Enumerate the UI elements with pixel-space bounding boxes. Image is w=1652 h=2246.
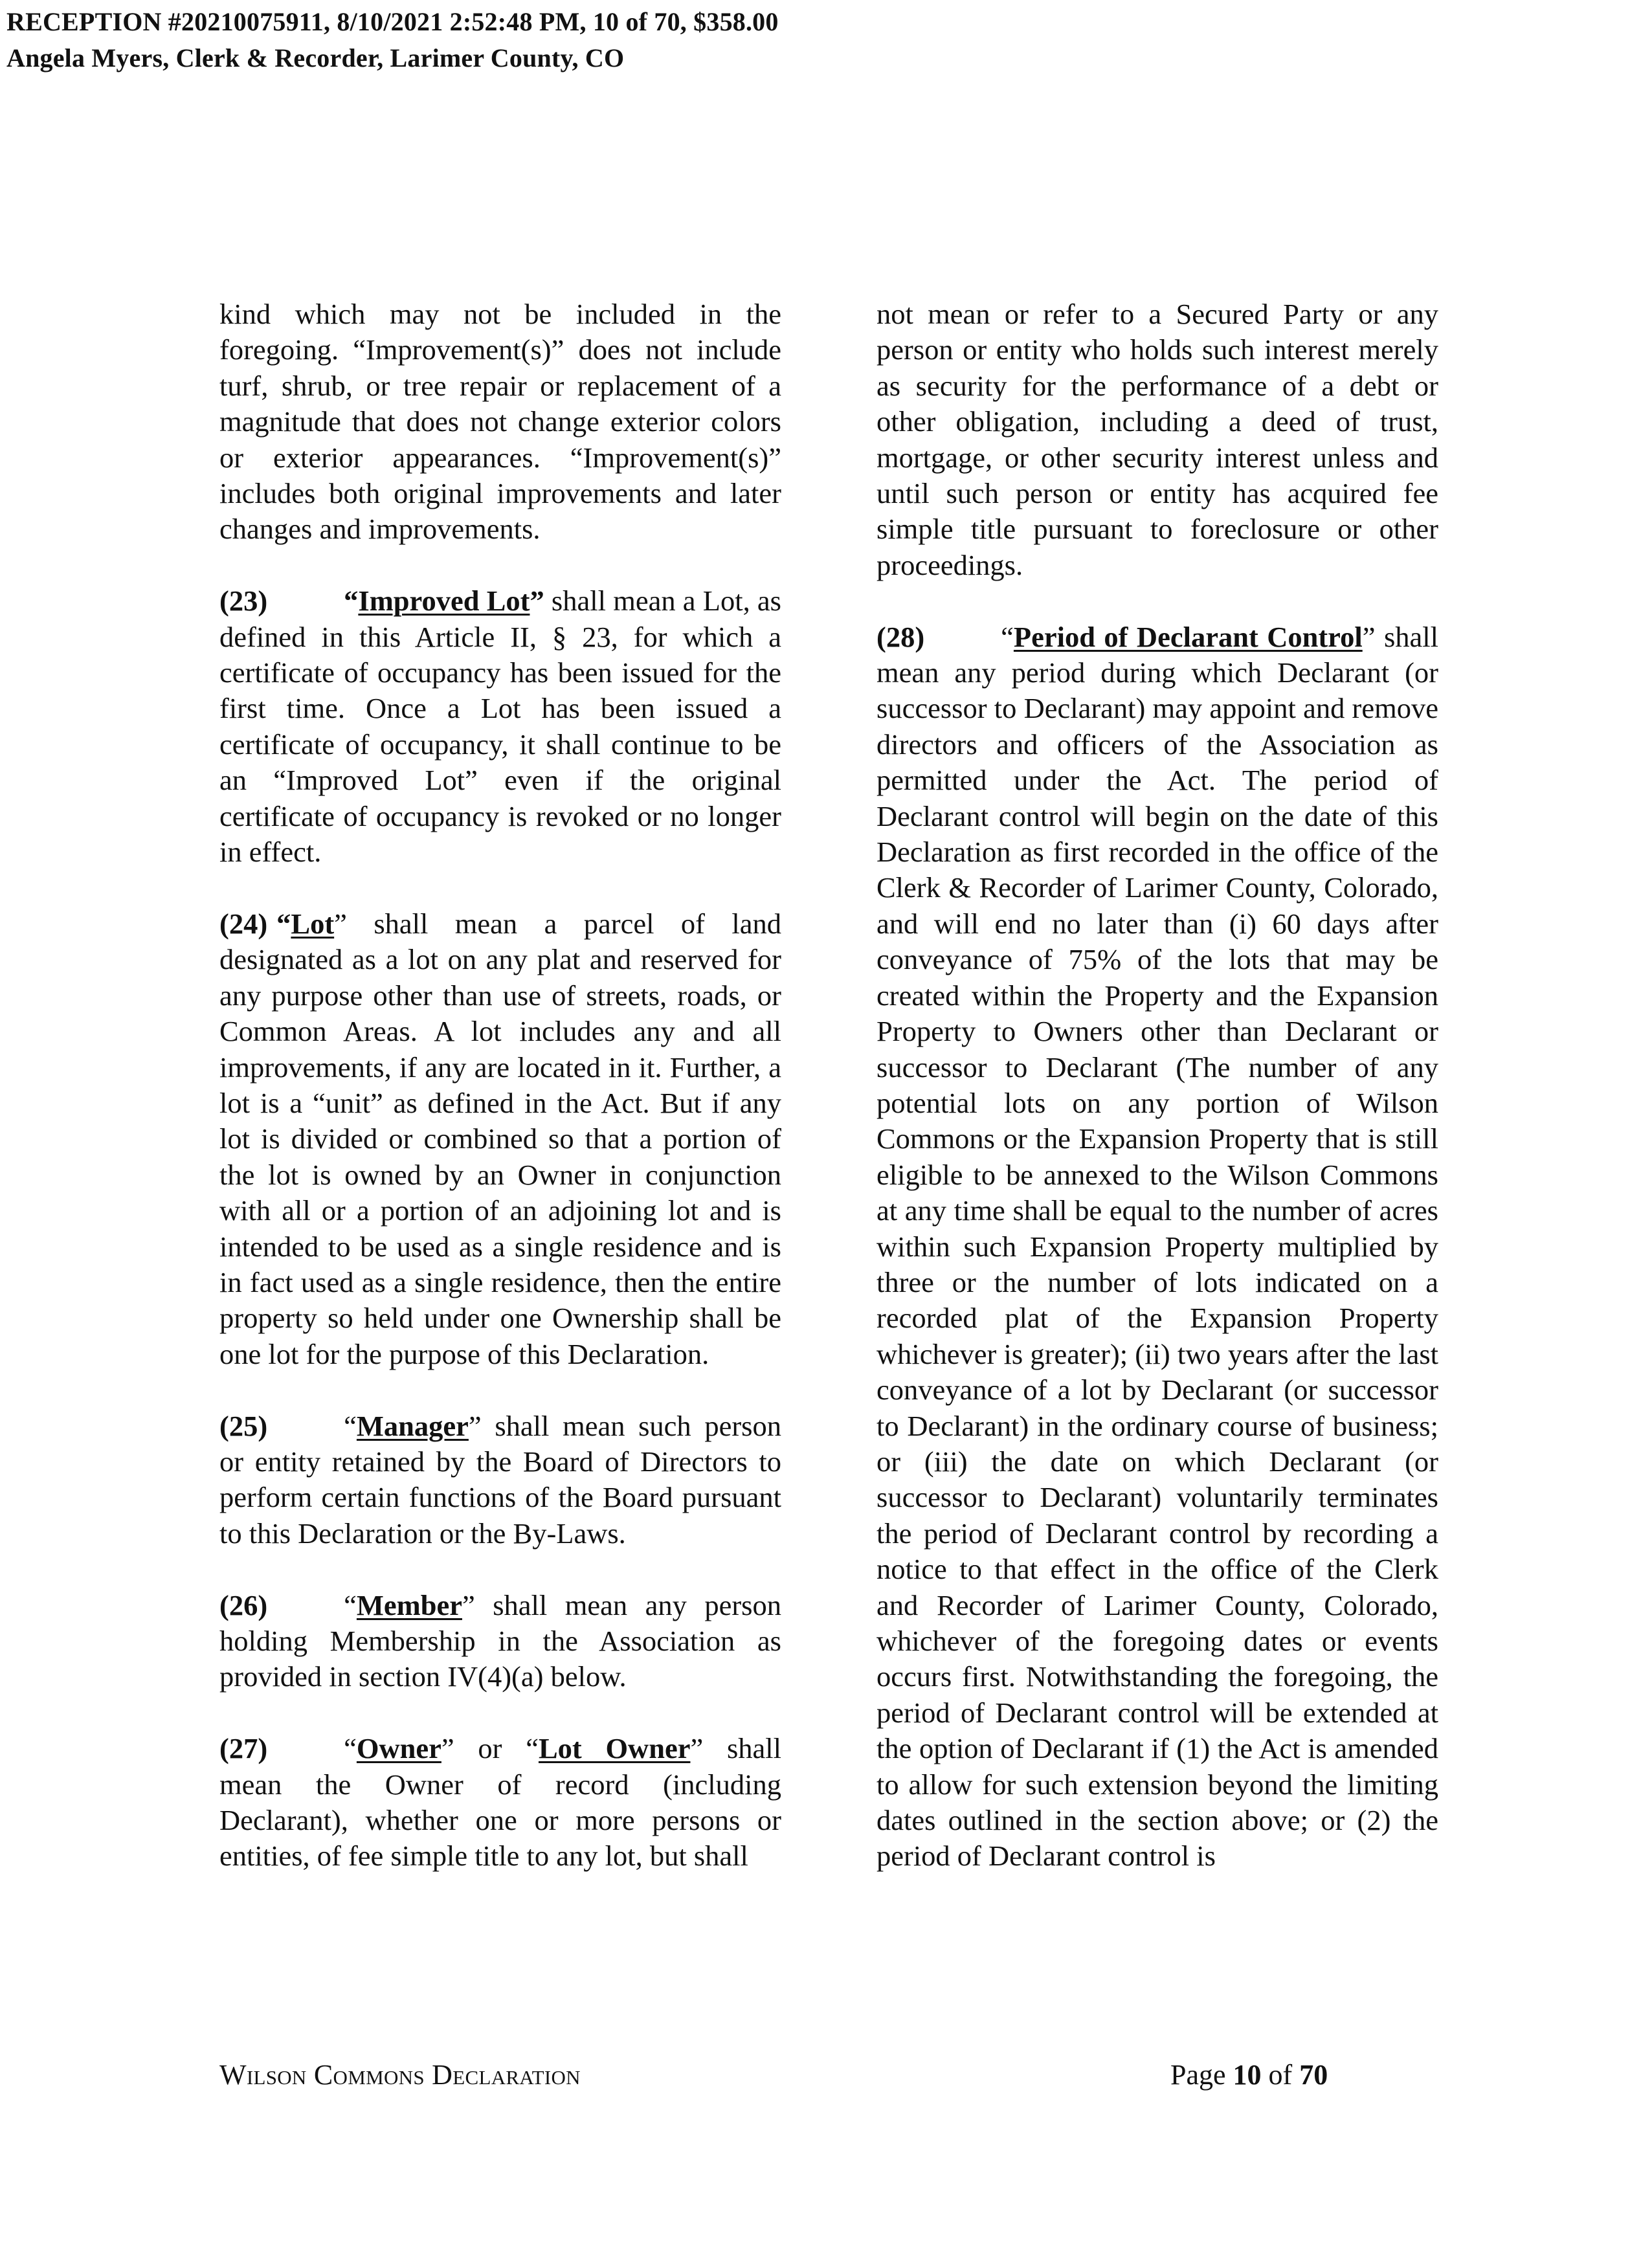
continuation-paragraph: not mean or refer to a Secured Party or any person or entity who holds such interest merely as security for the performance of a debt or other obligation, including a deed of trust, mortgage, or other security interest unless and until such person or entity has acquired fee simple title pursuant to foreclosure or other proceedings. (876, 298, 1438, 581)
defined-term-alt: Lot Owner (538, 1732, 691, 1765)
defined-term: Manager (356, 1409, 469, 1442)
footer-page-number: Page 10 of 70 (1170, 2059, 1328, 2091)
definition-number: (28) (876, 620, 925, 653)
definition-number: (25) (219, 1409, 268, 1442)
defined-term: Owner (356, 1732, 441, 1765)
definition-lot: (24) “Lot” shall mean a parcel of land designated as a lot on any plat and reserved for any purpose other than use of streets, roads, or Common Areas. A lot includes any and all improvements, if any are located in it. Further, a lot is a “unit” as defined in the Act. But if any lot is divided or combined so that a portion of the lot is owned by an Owner in conjunction with all or a portion of an adjoining lot and is intended to be used as a single residence and is in fact used as a single residence, then the entire property so held under one Ownership shall be one lot for the purpose of this Declaration. (219, 907, 781, 1370)
left-column (219, 296, 781, 1874)
defined-term: Member (356, 1588, 462, 1621)
recording-stamp (6, 4, 779, 76)
definition-improved-lot: (23) “Improved Lot” shall mean a Lot, as defined in this Article II, § 23, for which a certificate of occupancy has been issued for the first time. Once a Lot has been issued a certificate of occupancy, it shall continue to be an “Improved Lot” even if the original certificate of occupancy is revoked or no longer in effect. (219, 584, 781, 869)
reception-line: RECEPTION #20210075911, 8/10/2021 2:52:48 PM, 10 of 70, $358.00 (6, 7, 779, 36)
defined-term: Lot (291, 907, 335, 940)
definition-owner: (27) “Owner” or “Lot Owner” shall mean the Owner of record (including Declarant), whether one or more persons or entities, of fee simple title to any lot, but shall (219, 1732, 781, 1873)
defined-term: Period of Declarant Control (1013, 620, 1363, 653)
current-page: 10 (1233, 2059, 1262, 2091)
definition-text: shall mean a Lot, as defined in this Article II, § 23, for which a certificate of occupancy has been issued for the first time. Once a Lot has been issued a certificate of occupancy, it shall continue to be an “Improved Lot” even if the original certificate of occupancy is revoked or no longer in effect. (219, 584, 781, 869)
total-pages: 70 (1299, 2059, 1328, 2091)
footer-document-title: Wilson Commons Declaration (219, 2059, 581, 2091)
definition-manager: (25) “Manager” shall mean such person or entity retained by the Board of Directors to perform certain functions of the Board pursuant to this Declaration or the By-Laws. (219, 1409, 781, 1550)
definition-number: (27) (219, 1732, 268, 1765)
definition-period-of-declarant-control: (28) “Period of Declarant Control” shall mean any period during which Declarant (or successor to Declarant) may appoint and remove directors and officers of the Association as permitted under the Act. The period of Declarant control will begin on the date of this Declaration as first recorded in the office of the Clerk & Recorder of Larimer County, Colorado, and will end no later than (i) 60 days after conveyance of 75% of the lots that may be created within the Property and the Expansion Property to Owners other than Declarant or successor to Declarant (The number of any potential lots on any portion of Wilson Commons or the Expansion Property that is still eligible to be annexed to the Wilson Commons at any time shall be equal to the number of acres within such Expansion Property multiplied by three or the number of lots indicated on a recorded plat of the Expansion Property whichever is greater); (ii) two years after the last conveyance of a lot by Declarant (or successor to Declarant) in the ordinary course of business; or (iii) the date on which Declarant (or successor to Declarant) voluntarily terminates the period of Declarant control by recording a notice to that effect in the office of the Clerk and Recorder of Larimer County, Colorado, whichever of the foregoing dates or events occurs first. Notwithstanding the foregoing, the period of Declarant control will be extended at the option of Declarant if (1) the Act is amended to allow for such extension beyond the limiting dates outlined in the section above; or (2) the period of Declarant control is (876, 620, 1439, 1873)
definition-text: shall mean the Owner of record (including Declarant), whether one or more persons or entities, of fee simple title to any lot, but shall (219, 1732, 781, 1873)
right-column (876, 296, 1438, 1874)
defined-term: Improved Lot (358, 584, 530, 617)
definition-text: shall mean any person holding Membership in the Association as provided in section IV(4)(a) below. (219, 1588, 781, 1693)
definition-number: (23) (219, 584, 268, 617)
definition-number: (26) (219, 1588, 268, 1621)
definition-text: shall mean such person or entity retained by the Board of Directors to perform certain functions of the Board pursuant to this Declaration or the By-Laws. (219, 1409, 781, 1550)
definition-number: (24) (219, 907, 268, 940)
definition-text: shall mean any period during which Declarant (or successor to Declarant) may appoint and remove directors and officers of the Association as permitted under the Act. The period of Declarant control will begin on the date of this Declaration as first recorded in the office of the Clerk & Recorder of Larimer County, Colorado, and will end no later than (i) 60 days after conveyance of 75% of the lots that may be created within the Property and the Expansion Property to Owners other than Declarant or successor to Declarant (The number of any potential lots on any portion of Wilson Commons or the Expansion Property that is still eligible to be annexed to the Wilson Commons at any time shall be equal to the number of acres within such Expansion Property multiplied by three or the number of lots indicated on a recorded plat of the Expansion Property whichever is greater); (ii) two years after the last conveyance of a lot by Declarant (or successor to Declarant) in the ordinary course of business; or (iii) the date on which Declarant (or successor to Declarant) voluntarily terminates the period of Declarant control by recording a notice to that effect in the office of the Clerk and Recorder of Larimer County, Colorado, whichever of the foregoing dates or events occurs first. Notwithstanding the foregoing, the period of Declarant control will be extended at the option of Declarant if (1) the Act is amended to allow for such extension beyond the limiting dates outlined in the section above; or (2) the period of Declarant control is (876, 620, 1439, 1873)
recorder-line: Angela Myers, Clerk & Recorder, Larimer County, CO (6, 43, 625, 72)
continuation-paragraph: kind which may not be included in the foregoing. “Improvement(s)” does not include turf, shrub, or tree repair or replacement of a magnitude that does not change exterior colors or exterior appearances. “Improvement(s)” includes both original improvements and later changes and improvements. (219, 298, 781, 546)
definition-member: (26) “Member” shall mean any person holding Membership in the Association as provided in section IV(4)(a) below. (219, 1588, 781, 1693)
definition-text: shall mean a parcel of land designated as a lot on any plat and reserved for any purpose other than use of streets, roads, or Common Areas. A lot includes any and all improvements, if any are located in it. Further, a lot is a “unit” as defined in the Act. But if any lot is divided or combined so that a portion of the lot is owned by an Owner in conjunction with all or a portion of an adjoining lot and is intended to be used as a single residence and is in fact used as a single residence, then the entire property so held under one Ownership shall be one lot for the purpose of this Declaration. (219, 907, 781, 1370)
